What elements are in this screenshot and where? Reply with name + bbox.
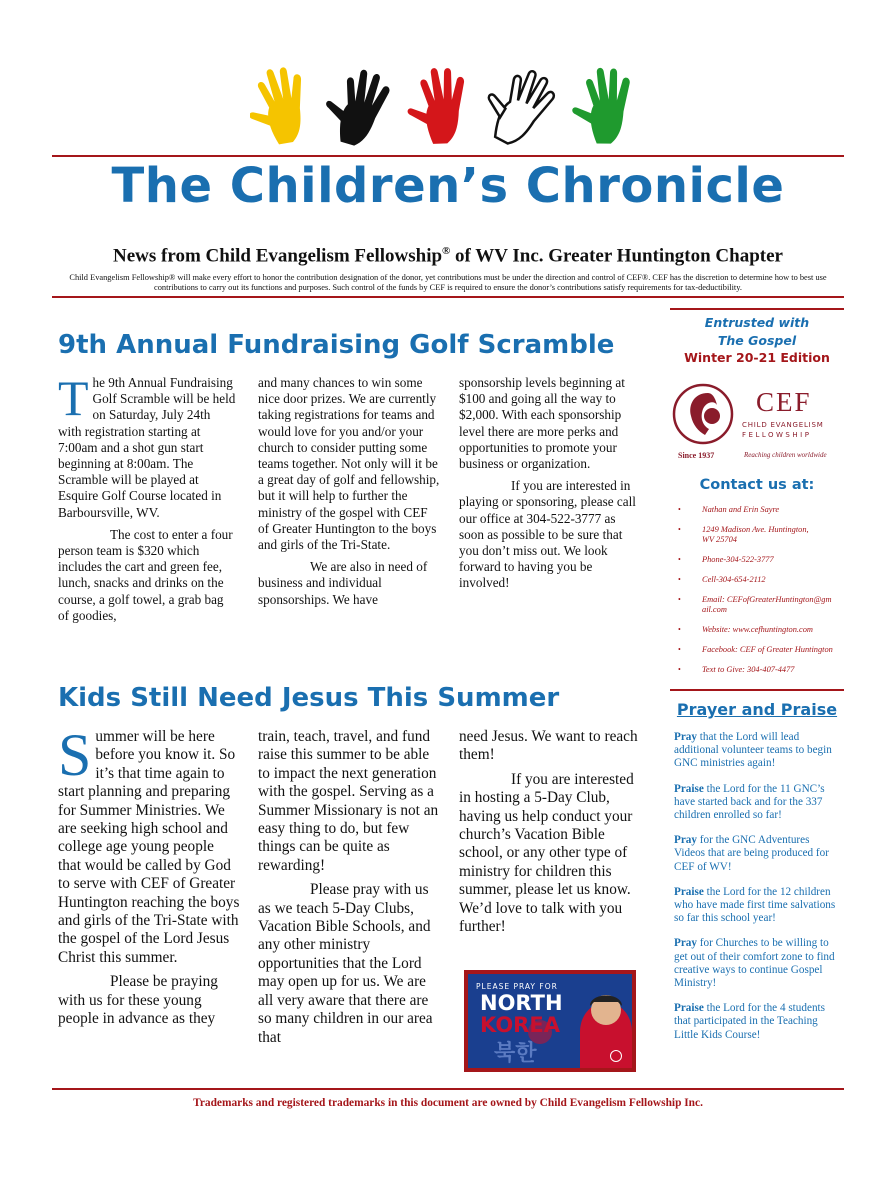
disclaimer-rule bbox=[52, 296, 844, 298]
newsletter-title: The Children’s Chronicle bbox=[111, 158, 785, 214]
contact-website-link[interactable]: • Website: www.cefhuntington.com bbox=[670, 625, 844, 635]
paragraph: If you are interested in playing or sponsoring, please call our office at 304-522-3777 as soon as possible to be sure that you don’t miss out. We look forward to having you be involved! bbox=[459, 478, 636, 591]
paragraph: Please be praying with us for these young people in advance as they bbox=[58, 973, 218, 1028]
prayer-praise-section bbox=[674, 700, 840, 1054]
prayer-item: Pray that the Lord will lead additional volunteer teams to begin GNC ministries again! bbox=[674, 731, 832, 770]
kids-need-jesus-heading: Kids Still Need Jesus This Summer bbox=[58, 683, 560, 713]
black-hand-icon bbox=[321, 65, 392, 146]
paragraph: ummer will be here before you know it. So it’s that time again to start planning and preparing for Summer Ministries. We are seeking high school and college age young people that would be called by God to serve with CEF of Greater Huntington reaching the boys and girls of the Tri-State with the gospel of the Lord Jesus Christ this summer. bbox=[58, 728, 240, 966]
contact-cell: • Cell-304-654-2112 bbox=[670, 575, 844, 585]
prayer-item: Praise the Lord for the 12 children who have made first time salvations so far this school year! bbox=[674, 885, 836, 925]
cef-tagline: Reaching children worldwide bbox=[744, 451, 827, 459]
sidebar-mid-rule bbox=[670, 689, 844, 691]
paragraph: The cost to enter a four person team is $320 which includes the cart and green fee, lunch, snacks and drinks on the course, a golf towel, a grab bag of goodies, bbox=[58, 526, 233, 623]
green-hand-icon bbox=[567, 64, 638, 146]
handprints-graphic bbox=[250, 62, 650, 146]
contact-email-link[interactable]: • Email: CEFofGreaterHuntington@gmail.com bbox=[670, 595, 832, 615]
golf-article-column-3 bbox=[459, 375, 637, 592]
paragraph: train, teach, travel, and fund raise this summer to be able to impact the next generation with the gospel. Serving as a Summer Missionary is not an easy thing to do, but few things can be quite as rewarding! bbox=[258, 728, 439, 874]
paragraph: need Jesus. We want to reach them! bbox=[459, 728, 638, 764]
banner-line-1: PLEASE PRAY FOR bbox=[476, 982, 558, 991]
entrusted-line-2: The Gospel bbox=[717, 333, 797, 348]
golf-article-column-2 bbox=[258, 375, 440, 608]
paragraph: sponsorship levels beginning at $100 and going all the way to $2,000. With each sponsorship level there are more perks and opportunities to promote your business or organization. bbox=[459, 375, 625, 472]
contact-phone: • Phone-304-522-3777 bbox=[670, 555, 844, 565]
contact-text-to-give: • Text to Give: 304-407-4477 bbox=[670, 665, 844, 675]
banner-korean: 북한 bbox=[494, 1041, 537, 1066]
donation-disclaimer: Child Evangelism Fellowship® will make every effort to honor the contribution designation of the donor, yet contributions must be under the direction and control of CEF®. CEF has the discretion to determine how to best use contributions to carry out its functions and purposes. Such control of the funds by CEF is required to ensure the donor’s contributions satisfy requirements for tax-deductibility. bbox=[69, 273, 827, 292]
paragraph: If you are interested in hosting a 5-Day Club, having us help conduct your church’s Vacation Bible school, or any other type of ministry for children this summer, please let us know. We’d love to talk with you further! bbox=[459, 770, 634, 936]
paragraph: We are also in need of business and individual sponsorships. We have bbox=[258, 559, 428, 607]
pray-north-korea-banner bbox=[464, 970, 636, 1072]
red-hand-icon bbox=[401, 63, 474, 146]
cef-since: Since 1937 bbox=[678, 451, 715, 460]
prayer-item: Praise the Lord for the 11 GNC’s have started back and for the 337 children enrolled so far! bbox=[674, 782, 825, 822]
sidebar-top-rule bbox=[670, 308, 844, 310]
newsletter-subtitle: News from Child Evangelism Fellowship® of WV Inc. Greater Huntington Chapter bbox=[113, 245, 783, 267]
summer-article-column-1 bbox=[58, 722, 240, 1029]
prayer-item: Pray for the GNC Adventures Videos that are being produced for CEF of WV! bbox=[674, 834, 829, 873]
prayer-item: Pray for Churches to be willing to get out of their comfort zone to find creative ways to continue Gospel Ministry! bbox=[674, 937, 835, 990]
sidebar bbox=[670, 314, 844, 685]
prayer-item: Praise the Lord for the 4 students that participated in the Teaching Little Kids Course! bbox=[674, 1002, 826, 1041]
cef-line-2: FELLOWSHIP bbox=[742, 431, 812, 439]
banner-line-2: NORTH bbox=[480, 991, 563, 1015]
golf-article-column-1 bbox=[58, 370, 236, 624]
cef-logo bbox=[670, 381, 844, 467]
summer-article-column-3 bbox=[459, 728, 641, 936]
contact-heading: Contact us at: bbox=[699, 477, 815, 493]
entrusted-line-1: Entrusted with bbox=[704, 315, 810, 330]
banner-line-3: KOREA bbox=[480, 1013, 560, 1037]
cef-line-1: CHILD EVANGELISM bbox=[742, 421, 824, 429]
paragraph: and many chances to win some nice door prizes. We are currently taking registrations for teams and would love for you and/or your church to consider putting some teams together. Not only will it be a great day of golf and fellowship, but it will help to further the ministry of the gospel with CEF of Greater Huntington to the boys and girls of the Tri-State. bbox=[258, 375, 440, 553]
contact-list bbox=[670, 505, 844, 675]
contact-facebook-link[interactable]: • Facebook: CEF of Greater Huntington bbox=[670, 645, 844, 655]
golf-scramble-heading: 9th Annual Fundraising Golf Scramble bbox=[58, 330, 615, 360]
summer-article-column-2 bbox=[258, 728, 442, 1047]
paragraph: Please pray with us as we teach 5-Day Clubs, Vacation Bible Schools, and any other ministry opportunities that the Lord may open up for us. We are all very aware that there are so many children in our area that bbox=[258, 881, 433, 1046]
contact-name: • Nathan and Erin Sayre bbox=[670, 505, 844, 515]
header-rule bbox=[52, 155, 844, 157]
white-hand-icon bbox=[476, 62, 559, 146]
footer-rule bbox=[52, 1088, 844, 1090]
banner-logo-icon bbox=[610, 1050, 622, 1062]
trademark-footer: Trademarks and registered trademarks in this document are owned by Child Evangelism Fellowship Inc. bbox=[193, 1097, 703, 1109]
prayer-praise-heading: Prayer and Praise bbox=[676, 700, 838, 719]
edition-label: Winter 20-21 Edition bbox=[684, 350, 830, 365]
drop-cap: T bbox=[58, 370, 89, 426]
yellow-hand-icon bbox=[250, 62, 319, 146]
cef-wordmark: CEF bbox=[756, 387, 812, 417]
paragraph: he 9th Annual Fundraising Golf Scramble will be held on Saturday, July 24th with registration starting at 7:00am and a shot gun start beginning at 8:00am. The Scramble will be played at Esquire Golf Course located in Barboursville, WV. bbox=[58, 375, 236, 520]
cef-logo-icon bbox=[672, 383, 734, 445]
drop-cap: S bbox=[58, 722, 92, 788]
contact-address: • 1249 Madison Ave. Huntington, WV 25704 bbox=[670, 525, 812, 545]
